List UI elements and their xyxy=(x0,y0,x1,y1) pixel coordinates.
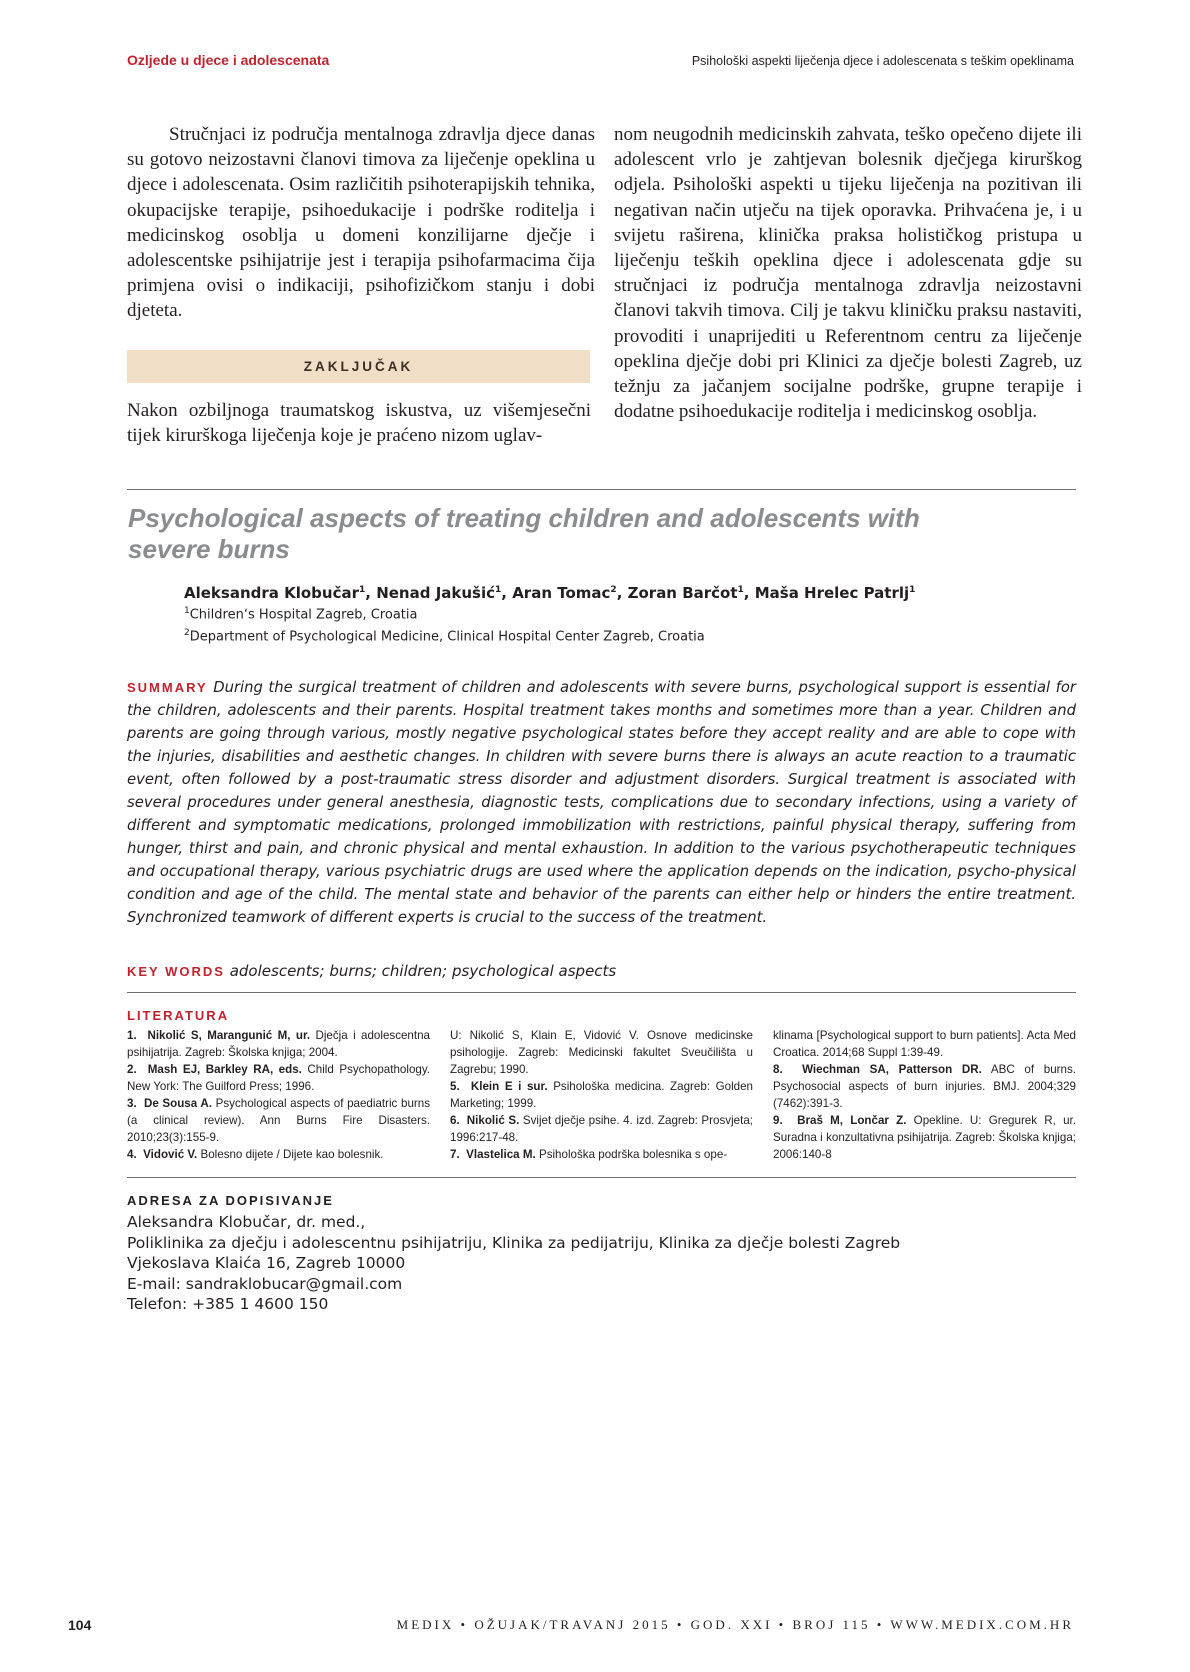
english-title-line: severe burns xyxy=(128,534,290,564)
author: Zoran Barčot$^1$, xyxy=(627,584,755,602)
reference-item: 4. Vidović V. Bolesno dijete / Dijete kao bolesnik. xyxy=(127,1148,384,1161)
address-line: E-mail: sandraklobucar@gmail.com xyxy=(127,1274,403,1293)
reference-column xyxy=(127,1027,430,1163)
author: Aleksandra Klobučar$^1$, xyxy=(184,584,377,602)
reference-item: U: Nikolić S, Klain E, Vidović V. Osnove medicinske psihologije. Zagreb: Medicinski fakultet Sveučilišta u Zagrebu; 1990. xyxy=(450,1029,753,1076)
address-line: Telefon: +385 1 4600 150 xyxy=(127,1295,329,1313)
affiliation: $^2$Department of Psychological Medicine, Clinical Hospital Center Zagreb, Croatia xyxy=(184,628,705,645)
address-line: Aleksandra Klobučar, dr. med., xyxy=(127,1213,366,1231)
running-header-section: Ozljede u djece i adolescenata xyxy=(127,52,330,68)
address-block xyxy=(127,1212,900,1315)
divider xyxy=(127,489,1076,490)
reference-item: 9. Braš M, Lončar Z. Opekline. U: Gregurek R, ur. Suradna i konzultativna psihijatrija. Zagreb: Školska knjiga; 2006:140-8 xyxy=(773,1114,1076,1161)
address-line: Poliklinika za dječju i adolescentnu psihijatriju, Klinika za pedijatriju, Klinika za dječje bolesti Zagreb xyxy=(127,1233,901,1252)
journal-footer: MEDIX • OŽUJAK/TRAVANJ 2015 • GOD. XXI • BROJ 115 • WWW.MEDIX.COM.HR xyxy=(396,1617,1074,1632)
author: Maša Hrelec Patrlj$^1$ xyxy=(754,584,916,602)
section-heading-conclusion: ZAKLJUČAK xyxy=(127,350,590,383)
author-list xyxy=(184,584,915,602)
running-header-title: Psihološki aspekti liječenja djece i adolescenata s teškim opeklinama xyxy=(691,54,1074,68)
reference-item: 3. De Sousa A. Psychological aspects of paediatric burns (a clinical review). Ann Burns Fire Disasters. 2010;23(3):155-9. xyxy=(127,1097,430,1144)
keywords xyxy=(127,962,616,980)
affiliation: $^1$Children‘s Hospital Zagreb, Croatia xyxy=(184,606,418,623)
summary-text: During the surgical treatment of children and adolescents with severe burns, psychological support is essential for the children, adolescents and their parents. Hospital treatment takes months and sometimes more than a year. Children and parents are going through various, mostly negative psychological states before they accept reality and are able to cope with the injuries, disabilities and aesthetic changes. In children with severe burns there is always an acute reaction to a traumatic event, often followed by a post-traumatic stress disorder and adjustment disorders. Surgical treatment is associated with several procedures under general anesthesia, diagnostic tests, complications due to secondary infections, using a variety of different and symptomatic medications, prolonged immobilization with restrictions, painful physical therapy, suffering from hunger, thirst and pain, and chronic physical and mental exhaustion. In addition to the various psychotherapeutic techniques and occupational therapy, various psychiatric drugs are used where the application depends on the indication, psycho-physical condition and age of the child. The mental state and behavior of the parents can either help or hinders the entire treatment. Synchronized teamwork of different experts is crucial to the success of the treatment. xyxy=(127,679,1076,926)
keywords-label: KEY WORDS xyxy=(127,964,225,979)
keywords-text: adolescents; burns; children; psychological aspects xyxy=(229,962,617,980)
divider xyxy=(127,1177,1076,1178)
author: Nenad Jakušić$^1$, xyxy=(376,584,513,602)
english-title-line: Psychological aspects of treating children and adolescents with xyxy=(128,503,920,533)
literature-heading: LITERATURA xyxy=(127,1008,230,1023)
body-left-column xyxy=(127,122,595,324)
reference-item: 6. Nikolić S. Svijet dječje psihe. 4. izd. Zagreb: Prosvjeta; 1996:217-48. xyxy=(450,1114,753,1144)
address-line: Vjekoslava Klaića 16, Zagreb 10000 xyxy=(127,1254,406,1272)
divider xyxy=(127,992,1076,993)
summary xyxy=(127,676,1076,929)
english-title xyxy=(128,503,1028,565)
summary-label: SUMMARY xyxy=(127,680,208,695)
conclusion-paragraph: Nakon ozbiljnoga traumatskog iskustva, uz višemjesečni tijek kirurškoga liječenja koje je praćeno nizom uglav- xyxy=(127,400,591,447)
reference-column xyxy=(773,1027,1076,1163)
page-number: 104 xyxy=(68,1617,92,1633)
body-paragraph: Stručnjaci iz područja mentalnoga zdravlja djece danas su gotovo neizostavni članovi timova za liječenje opeklina u djece i adolescenata. Osim različitih psihoterapijskih tehnika, okupacijske terapije, psihoedukacije i podrške roditelja i medicinskog osoblja u domeni konzilijarne dječje i adolescentske psihijatrije jest i terapija psihofarmacima čija primjena ovisi o indikaciji, psihofizičkom stanju i dobi djeteta. xyxy=(127,124,595,322)
reference-item: klinama [Psychological support to burn patients]. Acta Med Croatica. 2014;68 Suppl 1:39-49. xyxy=(773,1029,1076,1059)
address-heading: ADRESA ZA DOPISIVANJE xyxy=(127,1193,334,1208)
conclusion-paragraph-continued: nom neugodnih medicinskih zahvata, teško opečeno dijete ili adolescent vrlo je zahtjevan bolesnik dječjega kirurškog odjela. Psihološki aspekti u tijeku liječenja na pozitivan ili negativan način utječu na tijek oporavka. Prihvaćena je, i u svijetu raširena, klinička praksa holističkog pristupa u liječenju teških opeklina djece i adolescenata gdje su stručnjaci iz područja mentalnoga zdravlja neizostavni članovi takvih timova. Cilj je takvu kliničku praksu nastaviti, provoditi i unaprijediti u Referentnom centru za liječenje opeklina dječje dobi pri Klinici za dječje bolesti Zagreb, uz težnju za jačanjem socijalne podrške, grupne terapije i dodatne psihoedukacije roditelja i medicinskog osoblja. xyxy=(614,124,1082,423)
body-right-column xyxy=(614,122,1082,424)
reference-item: 1. Nikolić S, Marangunić M, ur. Dječja i adolescentna psihijatrija. Zagreb: Školska knjiga; 2004. xyxy=(127,1029,430,1059)
reference-item: 8. Wiechman SA, Patterson DR. ABC of burns. Psychosocial aspects of burn injuries. BMJ. 2004;329 (7462):391-3. xyxy=(773,1063,1076,1110)
reference-item: 2. Mash EJ, Barkley RA, eds. Child Psychopathology. New York: The Guilford Press; 1996. xyxy=(127,1063,431,1093)
author: Aran Tomac$^2$, xyxy=(512,584,628,602)
reference-item: 7. Vlastelica M. Psihološka podrška bolesnika s ope- xyxy=(450,1148,728,1161)
reference-column xyxy=(450,1027,753,1163)
reference-item: 5. Klein E i sur. Psihološka medicina. Zagreb: Golden Marketing; 1999. xyxy=(450,1080,753,1110)
